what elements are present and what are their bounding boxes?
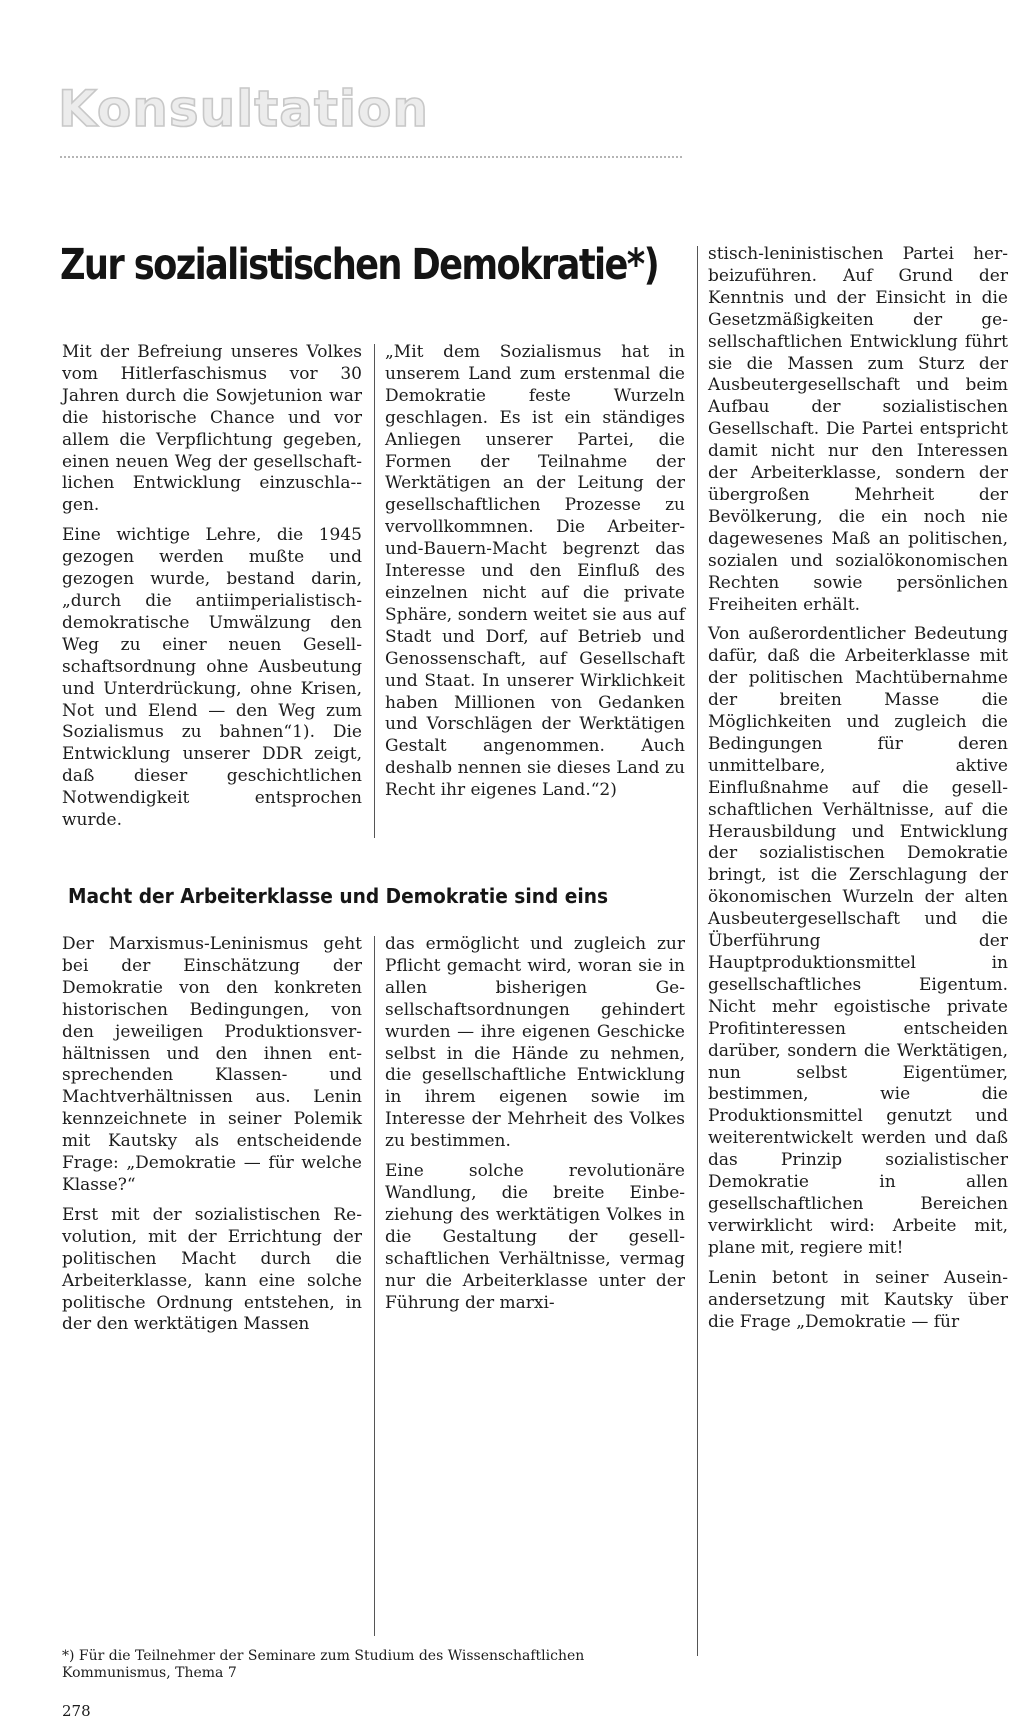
column-divider <box>374 936 375 1636</box>
paragraph: Mit der Befreiung unseres Volkes vom Hitlerfaschismus vor 30 Jahren durch die Sowjetunion war die historische Chance und vor allem die Verpflichtung gegeben, einen neuen Weg der gesellschaftlichen Entwicklung einzuschla-gen. <box>62 342 362 516</box>
text-column-4 <box>62 934 362 1336</box>
paragraph: Eine wichtige Lehre, die 1945 gezogen werden mußte und gezogen wurde, bestand darin, „durch die antiimperialistisch-demokratische Umwälzung den Weg zu einer neuen Gesellschaftsordnung ohne Ausbeutung und Unterdrückung, ohne Krisen, Not und Elend — den Weg zum Sozialismus zu bahnen“1). Die Entwicklung unserer DDR zeigt, daß dieser geschichtlichen Notwendigkeit entsprochen wurde. <box>62 525 362 831</box>
article-title: Zur sozialistischen Demokratie*) <box>60 240 659 290</box>
text-column-5 <box>385 934 685 1314</box>
paragraph: stisch-leninistischen Partei herbeizuführen. Auf Grund der Kenntnis und der Einsicht in die Gesetzmäßigkeiten der gesellschaftlichen Entwicklung führt sie die Massen zum Sturz der Ausbeutergesellschaft und beim Aufbau der sozialistischen Gesellschaft. Die Partei entspricht damit nicht nur den Interessen der Arbeiterklasse, sondern der übergroßen Mehrheit der Bevölkerung, die ein noch nie dagewesenes Maß an politischen, sozialen und sozialökonomischen Rechten sowie persönlichen Freiheiten erhält. <box>708 244 1008 615</box>
paragraph: Von außerordentlicher Bedeutung dafür, daß die Arbeiterklasse mit der politischen Machtübernahme der breiten Masse die Möglichkeiten und zugleich die Bedingungen für deren unmittelbare, aktive Einflußnahme auf die gesellschaftlichen Verhältnisse, auf die Herausbildung und Entwicklung der sozialistischen Demokratie bringt, ist die Zerschlagung der ökonomischen Wurzeln der alten Ausbeutergesellschaft und die Überführung der Hauptproduktionsmittel in gesellschaftliches Eigentum. Nicht mehr egoistische private Profitinteressen entscheiden darüber, sondern die Werktätigen, nun selbst Eigentümer, bestimmen, wie die Produktionsmittel genutzt und weiterentwickelt werden und daß das Prinzip sozialistischer Demokratie in allen gesellschaftlichen Bereichen verwirklicht wird: Arbeite mit, plane mit, regiere mit! <box>708 624 1008 1258</box>
paragraph: Der Marxismus-Leninismus geht bei der Einschätzung der Demokratie von den konkreten historischen Bedingungen, von den jeweiligen Produktionsverhältnissen und den ihnen entsprechenden Klassen- und Machtverhältnissen aus. Lenin kennzeichnete in seiner Polemik mit Kautsky als entscheidende Frage: „Demokratie — für welche Klasse?“ <box>62 934 362 1195</box>
column-divider <box>374 344 375 838</box>
subheading: Macht der Arbeiterklasse und Demokratie sind eins <box>68 884 609 908</box>
text-column-3 <box>708 244 1008 1333</box>
text-column-1 <box>62 342 362 832</box>
section-divider <box>60 156 682 158</box>
page-number: 278 <box>62 1702 91 1720</box>
paragraph: Eine solche revolutionäre Wandlung, die breite Einbeziehung des werktätigen Volkes in die Gestaltung der gesellschaftlichen Verhältnisse, vermag nur die Arbeiterklasse unter der Führung der marxi- <box>385 1161 685 1313</box>
paragraph: Lenin betont in seiner Auseinandersetzung mit Kautsky über die Frage „Demokratie — für <box>708 1267 1008 1332</box>
paragraph: Erst mit der sozialistischen Revolution, mit der Errichtung der politischen Macht durch die Arbeiterklasse, kann eine solche politische Ordnung entstehen, in der den werktätigen Massen <box>62 1204 362 1335</box>
text-column-2 <box>385 342 685 802</box>
footnote: *) Für die Teilnehmer der Seminare zum Studium des Wissenschaftlichen Kommunismus, Thema 7 <box>62 1648 585 1681</box>
section-label: Konsultation <box>58 80 429 138</box>
paragraph: das ermöglicht und zugleich zur Pflicht gemacht wird, woran sie in allen bisherigen Gesellschaftsordnungen gehindert wurden — ihre eigenen Geschicke selbst in die Hände zu nehmen, die gesellschaftliche Entwicklung in ihrem eigenen sowie im Interesse der Mehrheit des Volkes zu bestimmen. <box>385 934 685 1152</box>
paragraph: „Mit dem Sozialismus hat in unserem Land zum erstenmal die Demokratie feste Wurzeln geschlagen. Es ist ein ständiges Anliegen unserer Partei, die Formen der Teilnahme der Werktätigen an der Leitung der gesellschaftlichen Prozesse zu vervollkommnen. Die Arbeiter-und-Bauern-Macht begrenzt das Interesse und den Einfluß des einzelnen nicht auf die private Sphäre, sondern weitet sie aus auf Stadt und Dorf, auf Betrieb und Genossenschaft, auf Gesellschaft und Staat. In unserer Wirklichkeit haben Millionen von Gedanken und Vorschlägen der Werktätigen Gestalt angenommen. Auch deshalb nennen sie dieses Land zu Recht ihr eigenes Land.“2) <box>385 342 685 801</box>
column-divider <box>697 246 698 1656</box>
